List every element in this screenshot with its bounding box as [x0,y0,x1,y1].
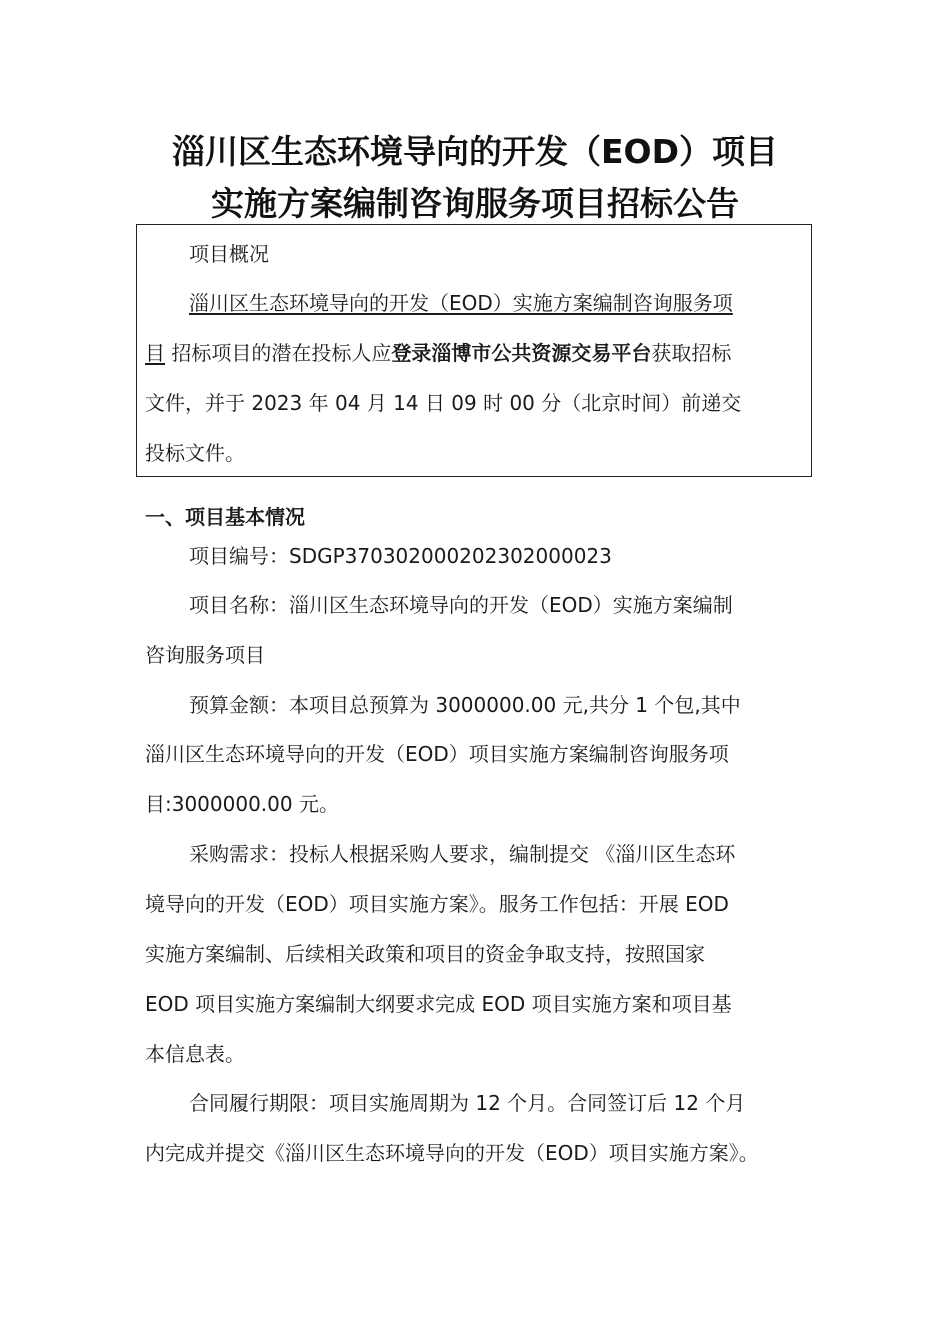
overview-paragraph-line-4: 投标文件。 [145,441,245,465]
budget-line-3: 目:3000000.00 元。 [145,792,339,816]
overview-paragraph-line-2 [145,339,731,367]
overview-paragraph-line-3: 文件，并于 2023 年 04 月 14 日 09 时 00 分（北京时间）前递交 [145,391,742,415]
demand-line-3: 实施方案编制、后续相关政策和项目的资金争取支持，按照国家 [145,942,705,966]
title-line-2: 实施方案编制咨询服务项目招标公告 [211,184,739,223]
demand-line-1: 采购需求：投标人根据采购人要求，编制提交 《淄川区生态环 [189,842,736,866]
platform-name: 登录淄博市公共资源交易平台 [391,341,652,365]
demand-line-2: 境导向的开发（EOD）项目实施方案》。服务工作包括：开展 EOD [145,892,729,916]
project-name-line-2: 咨询服务项目 [145,643,265,667]
demand-line-4: EOD 项目实施方案编制大纲要求完成 EOD 项目实施方案和项目基 [145,992,732,1016]
overview-heading: 项目概况 [189,242,269,266]
project-name-line-1: 项目名称：淄川区生态环境导向的开发（EOD）实施方案编制 [189,593,733,617]
budget-line-1: 预算金额：本项目总预算为 3000000.00 元,共分 1 个包,其中 [189,693,741,717]
project-name-link-part-1: 淄川区生态环境导向的开发（EOD）实施方案编制咨询服务项 [189,291,733,315]
project-number: 项目编号：SDGP370302000202302000023 [189,544,612,568]
document-title [140,126,810,230]
title-line-1: 淄川区生态环境导向的开发（EOD）项目 [172,132,778,171]
section-1-heading: 一、项目基本情况 [145,505,305,529]
budget-line-2: 淄川区生态环境导向的开发（EOD）项目实施方案编制咨询服务项 [145,742,729,766]
contract-period-line-2: 内完成并提交《淄川区生态环境导向的开发（EOD）项目实施方案》。 [145,1141,759,1165]
project-name-link-part-2: 目 [145,341,165,365]
overview-paragraph-line-1 [189,289,733,317]
overview-text-b: 获取招标 [651,341,732,365]
contract-period-line-1: 合同履行期限：项目实施周期为 12 个月。合同签订后 12 个月 [189,1091,746,1115]
overview-text-a: 招标项目的潜在投标人应 [165,341,392,365]
demand-line-5: 本信息表。 [145,1042,245,1066]
